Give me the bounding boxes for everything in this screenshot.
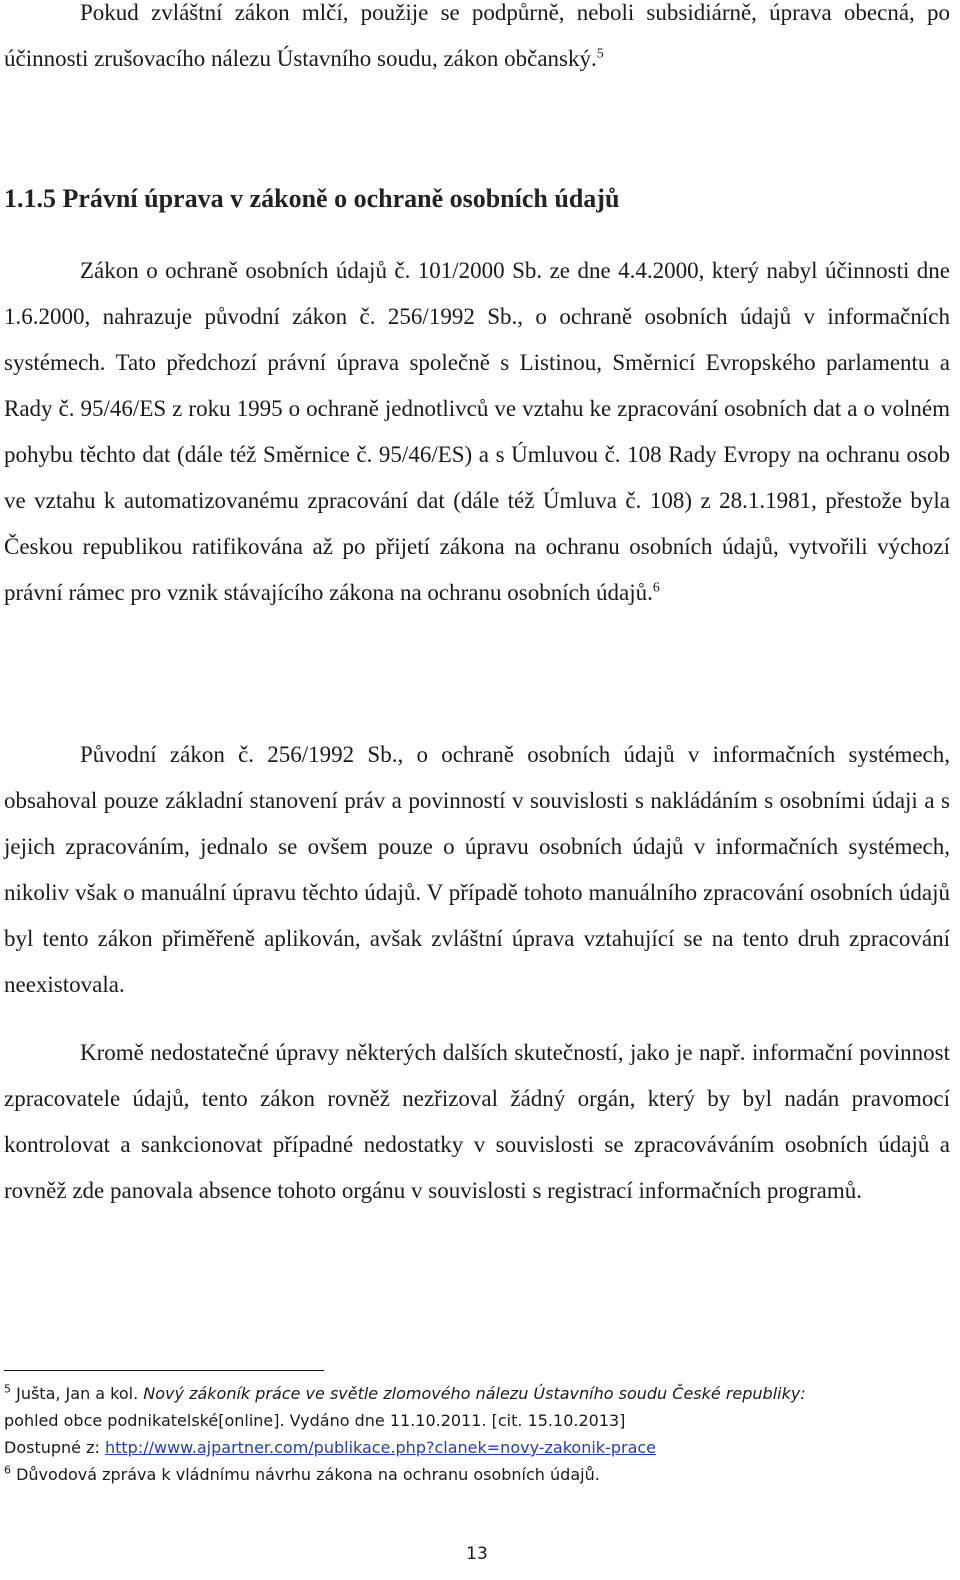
footnote-number: 5 — [4, 1382, 11, 1396]
footnote-ref: 6 — [652, 580, 660, 596]
paragraph-deficiencies: Kromě nedostatečné úpravy některých dalších skutečností, jako je např. informační povinnost zpracovatele údajů, tento zákon rovněž nezřizoval žádný orgán, který by byl nadán pravomocí kontrolovat a sankcionovat případné nedostatky v souvislosti se zpracováváním osobních údajů a rovněž zde panovala absence tohoto orgánu v souvislosti s registrací informačních programů. — [4, 1040, 950, 1203]
footnote-ref: 5 — [596, 46, 604, 62]
footnote-separator — [4, 1370, 324, 1371]
document-page — [4, 0, 950, 1580]
section-heading: 1.1.5 Právní úprava v zákoně o ochraně osobních údajů — [4, 184, 620, 213]
footnotes — [4, 1380, 950, 1488]
page-number: 13 — [466, 1544, 488, 1564]
footnote-title: Nový zákoník práce ve světle zlomového nálezu Ústavního soudu České republiky: — [143, 1384, 806, 1403]
footnote-link[interactable]: http://www.ajpartner.com/publikace.php?clanek=novy-zakonik-prace — [104, 1438, 657, 1457]
footnote-5 — [4, 1380, 950, 1407]
footnote-6 — [4, 1461, 950, 1488]
footnote-5-line2: pohled obce podnikatelské[online]. Vydáno dne 11.10.2011. [cit. 15.10.2013] — [4, 1411, 626, 1430]
paragraph-text: Zákon o ochraně osobních údajů č. 101/2000 Sb. ze dne 4.4.2000, který nabyl účinnosti dne 1.6.2000, nahrazuje původní zákon č. 256/1992 Sb., o ochraně osobních údajů v informačních systémech. Tato předchozí právní úprava společně s Listinou, Směrnicí Evropského parlamentu a Rady č. 95/46/ES z roku 1995 o ochraně jednotlivců ve vztahu ke zpracování osobních dat a o volném pohybu těchto dat (dále též Směrnice č. 95/46/ES) a s Úmluvou č. 108 Rady Evropy na ochranu osob ve vztahu k automatizovanému zpracování dat (dále též Úmluva č. 108) z 28.1.1981, přestože byla Českou republikou ratifikována až po přijetí zákona na ochranu osobních údajů, vytvořili výchozí právní rámec pro vznik stávajícího zákona na ochranu osobních údajů. — [4, 258, 950, 605]
paragraph-text: Pokud zvláštní zákon mlčí, použije se podpůrně, neboli subsidiárně, úprava obecná, po účinnosti zrušovacího nálezu Ústavního soudu, zákon občanský. — [4, 0, 950, 71]
footnote-available-label: Dostupné z: — [4, 1438, 100, 1457]
paragraph-subsidiary-law — [4, 0, 950, 82]
footnote-5-line3 — [4, 1434, 950, 1461]
footnote-author: Jušta, Jan a kol. — [16, 1384, 139, 1403]
paragraph-data-protection-act — [4, 248, 950, 616]
footnote-text: Důvodová zpráva k vládnímu návrhu zákona na ochranu osobních údajů. — [16, 1465, 600, 1484]
paragraph-original-act: Původní zákon č. 256/1992 Sb., o ochraně osobních údajů v informačních systémech, obsahoval pouze základní stanovení práv a povinností v souvislosti s nakládáním s osobními údaji a s jejich zpracováním, jednalo se ovšem pouze o úpravu osobních údajů v informačních systémech, nikoliv však o manuální úpravu těchto údajů. V případě tohoto manuálního zpracování osobních údajů byl tento zákon přiměřeně aplikován, avšak zvláštní úprava vztahující se na tento druh zpracování neexistovala. — [4, 742, 950, 997]
footnote-number: 6 — [4, 1463, 11, 1477]
